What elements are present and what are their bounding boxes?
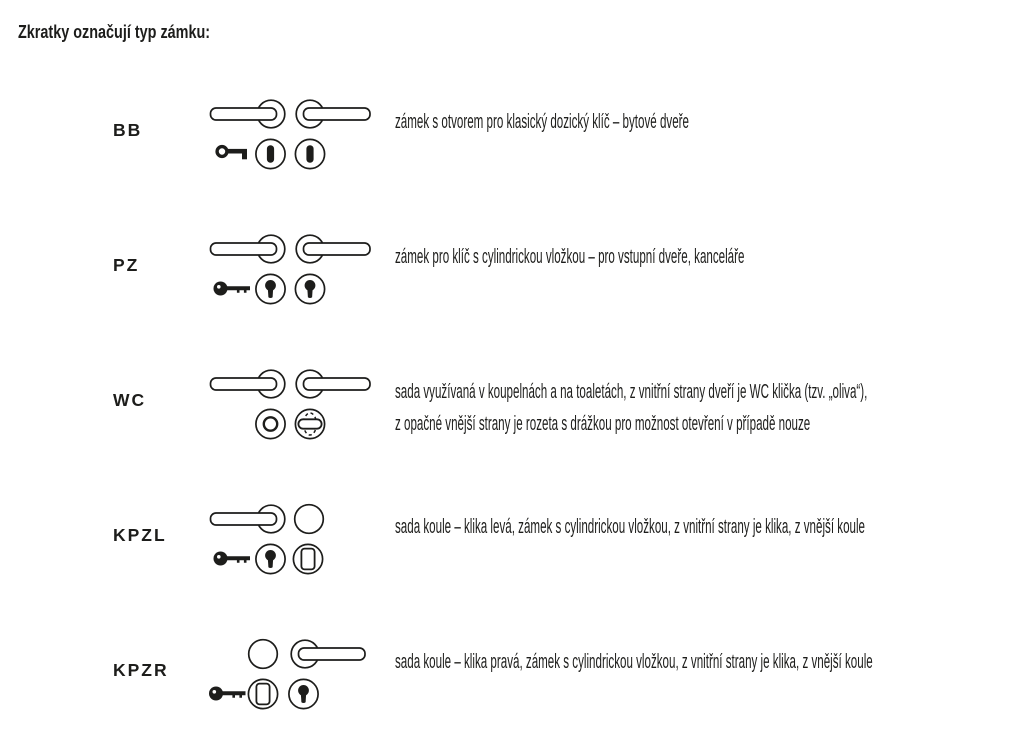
modern-key-icon [214, 552, 251, 566]
bb-keyhole-rosette-icon [256, 139, 285, 168]
bb-keyhole-rosette-icon [295, 139, 324, 168]
lock-type-row-bb [0, 94, 1011, 172]
lock-abbr-label: PZ [113, 255, 140, 275]
pz-cylinder-rosette-icon [256, 544, 285, 573]
lock-abbr-label: BB [113, 120, 143, 140]
description-text: sada koule – klika levá, zámek s cylindrickou vložkou, z vnitřní strany je klika, z vnější koule [395, 516, 865, 538]
door-handle-left-icon [211, 100, 285, 128]
door-knob-icon [295, 505, 324, 534]
lock-abbr-label: KPZR [113, 660, 169, 680]
lock-hardware-diagram [203, 634, 378, 712]
description-text: sada využívaná v koupelnách a na toaletách, z vnitřní strany dveří je WC klička (tzv. „oliva“), [395, 381, 868, 403]
lock-hardware-diagram [203, 229, 378, 307]
lock-hardware-diagram [203, 499, 378, 577]
door-handle-right-icon [296, 100, 370, 128]
pz-cylinder-rosette-icon [289, 679, 318, 708]
description-text: sada koule – klika pravá, zámek s cylindrickou vložkou, z vnitřní strany je klika, z vnější koule [395, 651, 873, 673]
description-text: zámek s otvorem pro klasický dozický klíč – bytové dveře [395, 111, 689, 133]
classic-key-icon [217, 147, 247, 160]
description-text: z opačné vnější strany je rozeta s drážkou pro možnost otevření v případě nouze [395, 413, 811, 435]
lock-abbr-label: WC [113, 390, 147, 410]
pz-cylinder-rosette-icon [295, 274, 324, 303]
lock-description [395, 646, 1011, 678]
blind-rosette-icon [293, 544, 322, 573]
blind-rosette-icon [248, 679, 277, 708]
lock-description [395, 241, 998, 273]
lock-abbr-label: KPZL [113, 525, 167, 545]
door-handle-right-icon [291, 640, 365, 668]
lock-hardware-diagram [203, 364, 378, 442]
lock-type-row-kpzl [0, 499, 1011, 577]
lock-type-row-pz [0, 229, 1011, 307]
description-text: zámek pro klíč s cylindrickou vložkou – pro vstupní dveře, kanceláře [395, 246, 745, 268]
wc-oliva-rosette-icon [295, 409, 324, 438]
modern-key-icon [209, 687, 246, 701]
page-title: Zkratky označují typ zámku: [18, 22, 211, 42]
groove-rosette-icon [256, 409, 285, 438]
lock-description [395, 376, 1011, 440]
door-handle-right-icon [296, 370, 370, 398]
door-handle-left-icon [211, 370, 285, 398]
door-knob-icon [249, 640, 278, 669]
door-handle-left-icon [211, 505, 285, 533]
door-handle-left-icon [211, 235, 285, 263]
lock-description [395, 511, 1011, 543]
lock-hardware-diagram [203, 94, 378, 172]
pz-cylinder-rosette-icon [256, 274, 285, 303]
door-handle-right-icon [296, 235, 370, 263]
lock-type-row-kpzr [0, 634, 1011, 712]
lock-description [395, 106, 902, 138]
lock-type-row-wc [0, 364, 1011, 442]
modern-key-icon [214, 282, 251, 296]
